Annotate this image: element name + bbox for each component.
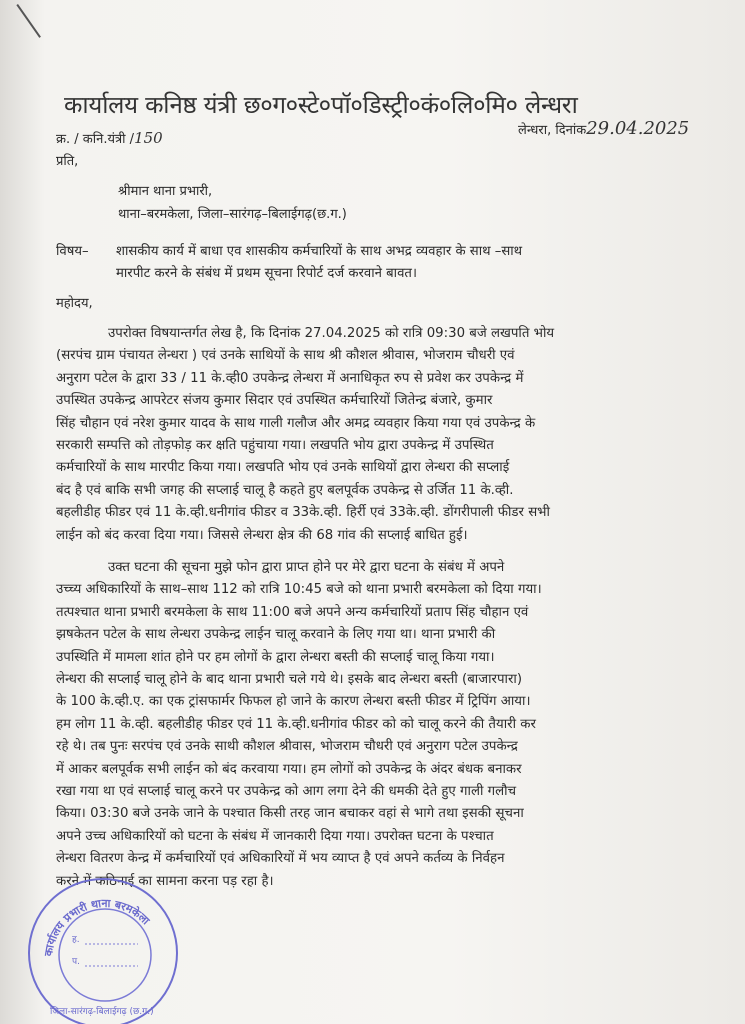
reference-number-value: 150 <box>134 129 163 147</box>
seal-icon <box>30 880 180 1024</box>
addressee-line-1: श्रीमान थाना प्रभारी, <box>118 184 213 199</box>
paragraph-line: उपरोक्त विषयान्तर्गत लेख है, कि दिनांक 27.04.2025 को रात्रि 09:30 बजे लखपति भोय <box>108 326 555 341</box>
paragraph-2 <box>56 557 702 893</box>
handwritten-date: 29.04.2025 <box>586 118 690 139</box>
reference-label: क्र. / कनि.यंत्री / <box>56 132 135 147</box>
paragraph-line: में आकर बलपूर्वक सभी लाईन को बंद करवाया गया। हम लोगों को उपकेन्द्र के अंदर बंधक बनाकर <box>56 761 522 777</box>
paragraph-line: उक्त घटना की सूचना मुझे फोन द्वारा प्राप्त होने पर मेरे द्वारा घटना के संबंध में अपने <box>108 560 505 575</box>
page-corner-mark <box>16 4 41 38</box>
subject-line-1: शासकीय कार्य में बाधा एव शासकीय कर्मचारियों के साथ अभद्र व्यवहार के साथ –साथ <box>116 244 523 259</box>
paragraph-line: बहलीडीह फीडर एवं 11 के.व्ही.धनीगांव फीडर व 33के.व्ही. हिर्री एवं 33के.व्ही. डोंगरीपाली फीडर सभी <box>56 505 550 521</box>
paragraph-line: करने में कठिनाई का सामना करना पड़ रहा है। <box>56 873 274 889</box>
paragraph-line: रहे थे। तब पुनः सरपंच एवं उनके साथी कौशल श्रीवास, भोजराम चौधरी एवं अनुराग पटेल उपकेन्द्र <box>56 739 518 755</box>
paragraph-line: लाईन को बंद करवा दिया गया। जिससे लेन्धरा क्षेत्र की 68 गांव की सप्लाई बाधित हुई। <box>56 527 468 543</box>
addressee-line-2: थाना–बरमकेला, जिला–सारंगढ़–बिलाईगढ़(छ.ग.) <box>118 207 347 222</box>
paragraph-line: (सरपंच ग्राम पंचायत लेन्धरा ) एवं उनके साथियों के साथ श्री कौशल श्रीवास, भोजराम चौधरी एवं <box>56 348 515 364</box>
seal-text: कार्यालय प्रभारी थाना बरमकेला <box>41 896 153 958</box>
paragraph-line: कर्मचारियों के साथ मारपीट किया गया। लखपति भोय एवं उनके साथियों द्वारा लेन्धरा की सप्लाई <box>56 460 510 476</box>
paragraph-line: रखा गया था एवं सप्लाई चालू करने पर उपकेन्द्र को आग लगा देने की धमकी देते हुए गाली गलौच <box>56 784 517 800</box>
svg-text:कार्यालय प्रभारी थाना बरमकेला <box>42 897 153 958</box>
paragraph-line: हम लोग 11 के.व्ही. बहलीडीह फीडर एवं 11 के.व्ही.धनीगांव फीडर को को चालू करने की तैयारी कर <box>56 716 536 732</box>
paragraph-line: के 100 के.व्ही.ए. का एक ट्रांसफार्मर फिफल हो जाने के कारण लेन्धरा बस्ती फीडर में ट्रिपिंग आया। <box>56 694 531 710</box>
salutation: महोदय, <box>56 296 93 311</box>
paragraph-line: लेन्धरा की सप्लाई चालू होने के बाद थाना प्रभारी चले गये थे। इसके बाद लेन्धरा बस्ती (बाजारपारा) <box>56 672 523 688</box>
place-date <box>518 118 689 139</box>
paragraph-line: बंद है एवं बाकि सभी जगह की सप्लाई चालू है कहते हुए बलपूर्वक उपकेन्द्र से उर्जित 11 के.व्ही. <box>56 482 514 498</box>
paragraph-line: लेन्धरा वितरण केन्द्र में कर्मचारियों एवं अधिकारियों में भय व्याप्त है एवं अपने कर्तव्य के निर्वहन <box>56 851 505 867</box>
place-date-label: लेन्धरा, दिनांक <box>518 123 587 138</box>
subject-label: विषय– <box>56 244 89 259</box>
paragraph-line: उपस्थित उपकेन्द्र आपरेटर संजय कुमार सिदार एवं उपस्थित कर्मचारियों जितेन्द्र बंजारे, कुमार <box>56 393 493 409</box>
paragraph-line: किया। 03:30 बजे उनके जाने के पश्चात किसी तरह जान बचाकर वहां से भागे तथा इसकी सूचना <box>56 806 524 822</box>
paragraph-1 <box>56 323 702 547</box>
svg-text:प.: प. <box>72 957 80 967</box>
paragraph-line: सिंह चौहान एवं नरेश कुमार यादव के साथ गाली गलौज और अमद्र व्यवहार किया गया एवं उपकेन्द्र के <box>56 415 536 431</box>
paragraph-line: सरकारी सम्पत्ति को तोड़फोड़ कर क्षति पहुंचाया गया। लखपति भोय द्वारा उपकेन्द्र में उपस्थित <box>56 438 494 454</box>
police-station-seal <box>28 878 178 1024</box>
subject-block <box>56 241 696 285</box>
paragraph-line: झषकेतन पटेल के साथ लेन्धरा उपकेन्द्र लाईन चालू करवाने के लिए गया था। थाना प्रभारी की <box>56 627 496 643</box>
office-title: कार्यालय कनिष्ठ यंत्री छ०ग०स्टे०पॉ०डिस्ट्री०कं०लि०मि० लेन्धरा <box>64 91 578 119</box>
paragraph-line: उपस्थिति में मामला शांत होने पर हम लोगों के द्वारा लेन्धरा बस्ती की सप्लाई चालू किया गया। <box>56 649 495 665</box>
to-label: प्रति, <box>56 154 79 169</box>
subject-line-2: मारपीट करने के संबंध में प्रथम सूचना रिपोर्ट दर्ज करवाने बावत। <box>116 266 417 281</box>
svg-text:ह.: ह. <box>72 935 80 945</box>
paragraph-line: अपने उच्च अधिकारियों को घटना के संबंध में जानकारी दिया गया। उपरोक्त घटना के पश्चात <box>56 828 494 844</box>
paragraph-line: अनुराग पटेल के द्वारा 33 / 11 के.व्ही0 उपकेन्द्र लेन्धरा में अनाधिकृत रुप से प्रवेश कर उपकेन्द्र में <box>56 370 524 386</box>
paragraph-line: तत्पश्चात थाना प्रभारी बरमकेला के साथ 11:00 बजे अपने अन्य कर्मचारियों प्रताप सिंह चौहान एवं <box>56 604 529 620</box>
seal-bottom-text: जिला-सारंगढ़-बिलाईगढ़ (छ.ग.) <box>50 1007 154 1017</box>
reference-number <box>56 129 163 147</box>
paragraph-line: उच्च्य अधिकारियों के साथ–साथ 112 को रात्रि 10:45 बजे को थाना प्रभारी बरमकेला को दिया गया। <box>56 582 542 598</box>
